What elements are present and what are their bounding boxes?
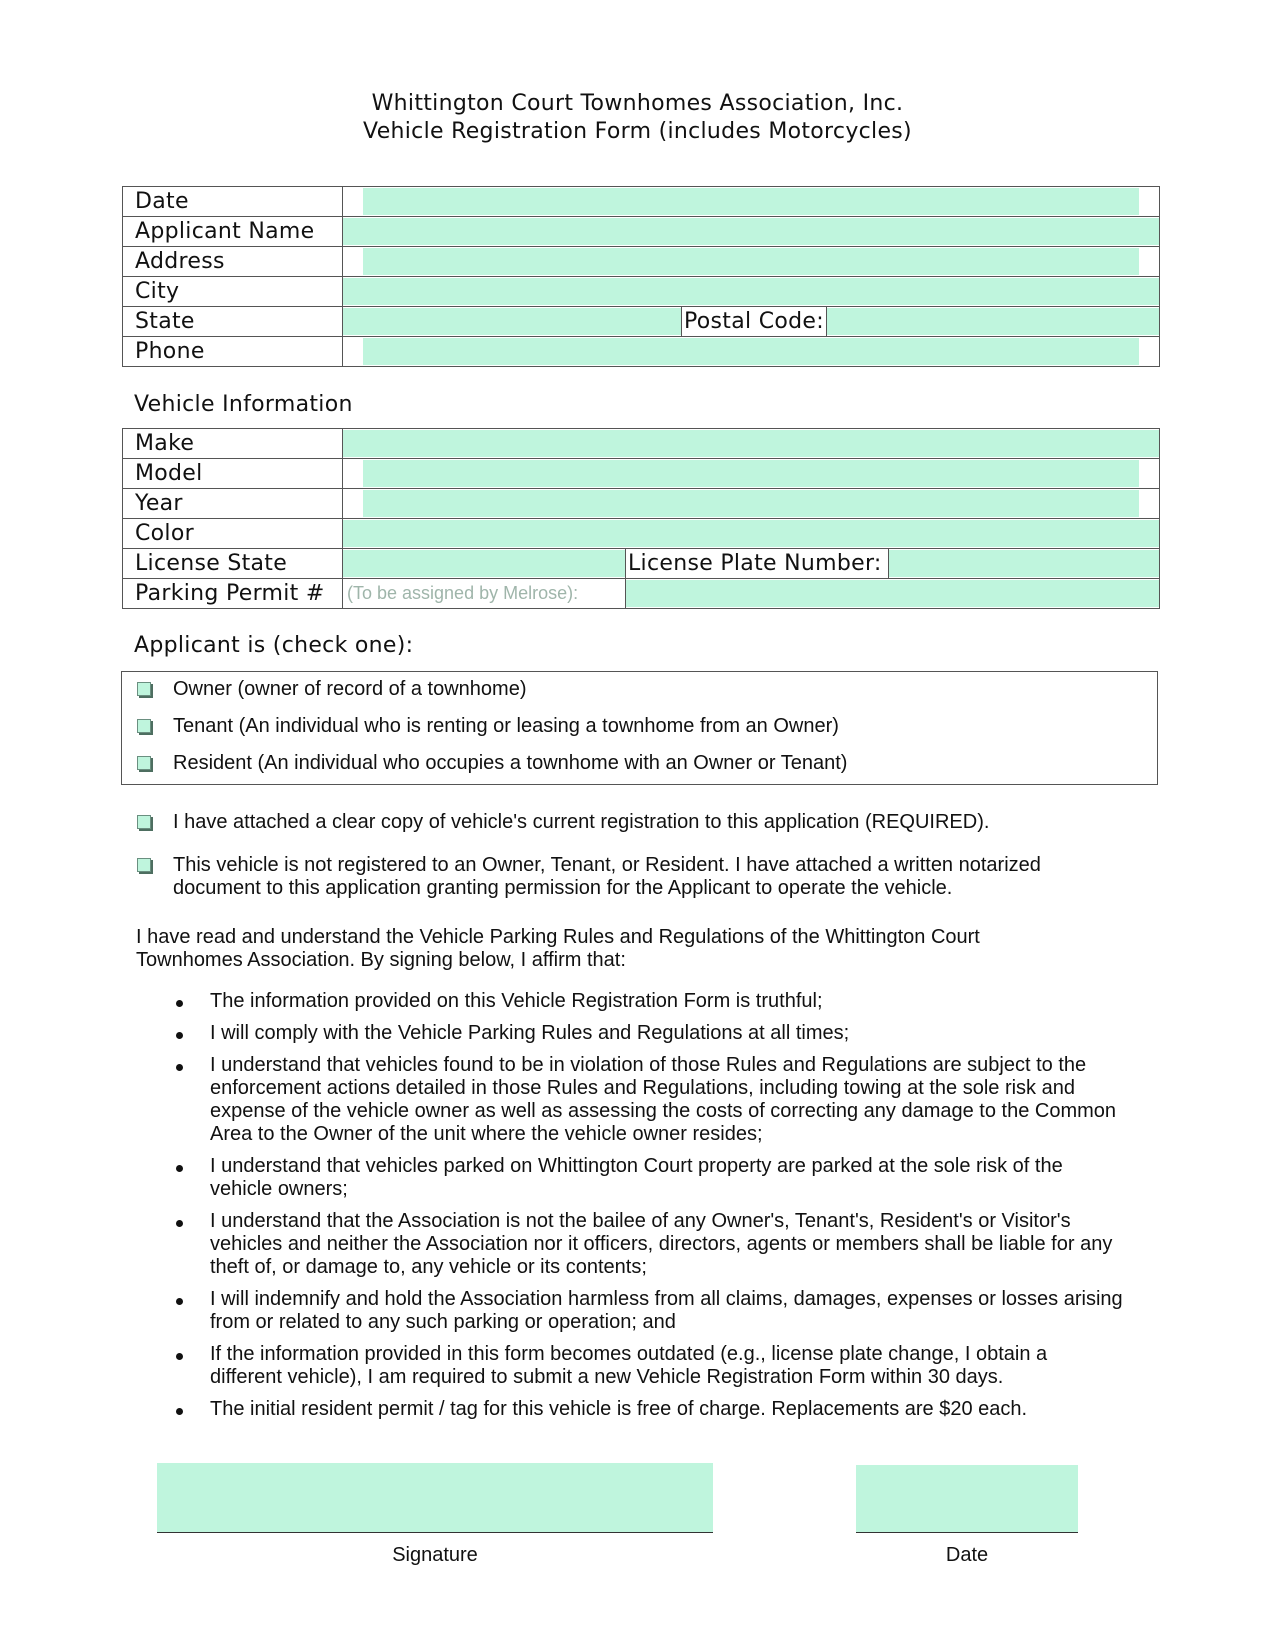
- option-resident-label: Resident (An individual who occupies a townhome with an Owner or Tenant): [173, 752, 848, 774]
- affirmation-text: I understand that vehicles parked on Whittington Court property are parked at the sole risk of the vehicle owners;: [210, 1155, 1063, 1200]
- bullet-dot: [176, 1000, 183, 1007]
- form-org-title: Whittington Court Townhomes Association, Inc.: [371, 91, 904, 116]
- applicant-name-label: Applicant Name: [123, 217, 343, 247]
- state-field[interactable]: [343, 308, 681, 335]
- color-label: Color: [123, 519, 343, 549]
- bullet-dot: [176, 1220, 183, 1227]
- option-tenant-label: Tenant (An individual who is renting or leasing a townhome from an Owner): [173, 715, 839, 737]
- owner-checkbox[interactable]: [137, 682, 151, 696]
- bullet-dot: [176, 1298, 183, 1305]
- notarized-checkbox[interactable]: [137, 858, 151, 872]
- row-date: [123, 187, 1160, 217]
- bullet-dot: [176, 1064, 183, 1071]
- make-field[interactable]: [343, 430, 1159, 457]
- affirmation-text: I understand that the Association is not the bailee of any Owner's, Tenant's, Resident's or Visitor's vehicles and neither the Association nor it officers, directors, agents or members shall be liable for any theft of, or damage to, any vehicle or its contents;: [210, 1210, 1113, 1278]
- row-make: [123, 429, 1160, 459]
- row-applicant-name: [123, 217, 1160, 247]
- model-field[interactable]: [363, 460, 1139, 487]
- affirmation-text: I will indemnify and hold the Association harmless from all claims, damages, expenses or losses arising from or related to any such parking or operation; and: [210, 1288, 1123, 1333]
- phone-label: Phone: [123, 337, 343, 367]
- attachment-notarized-label: This vehicle is not registered to an Owner, Tenant, or Resident. I have attached a written notarized document to this application granting permission for the Applicant to operate the vehicle.: [173, 854, 1041, 899]
- row-address: [123, 247, 1160, 277]
- postal-code-label: Postal Code:: [684, 309, 824, 334]
- signature-date-field[interactable]: [856, 1465, 1078, 1533]
- row-phone: [123, 337, 1160, 367]
- model-label: Model: [123, 459, 343, 489]
- signature-field[interactable]: [157, 1463, 713, 1533]
- affirmation-text: The information provided on this Vehicle Registration Form is truthful;: [210, 990, 823, 1012]
- parking-permit-field[interactable]: [626, 580, 1159, 607]
- license-state-label: License State: [123, 549, 343, 579]
- state-label: State: [123, 307, 343, 337]
- city-field[interactable]: [343, 278, 1159, 305]
- signature-label: Signature: [392, 1544, 478, 1566]
- date-label: Date: [123, 187, 343, 217]
- option-tenant[interactable]: [137, 714, 151, 738]
- option-resident[interactable]: [137, 751, 151, 775]
- affirmation-item: [134, 990, 1124, 1013]
- year-label: Year: [123, 489, 343, 519]
- attachment-registration[interactable]: [137, 810, 151, 834]
- parking-permit-hint: (To be assigned by Melrose):: [347, 583, 579, 603]
- row-permit: [123, 579, 1160, 609]
- affirmation-intro: I have read and understand the Vehicle Parking Rules and Regulations of the Whittington Court Townhomes Association. By signing below, I affirm that:: [136, 926, 980, 971]
- date-field[interactable]: [363, 188, 1139, 215]
- affirmation-item: [134, 1054, 1124, 1146]
- form-title: Vehicle Registration Form (includes Motorcycles): [363, 119, 912, 144]
- affirmation-item: [134, 1210, 1124, 1279]
- phone-field[interactable]: [363, 338, 1139, 365]
- registration-checkbox[interactable]: [137, 815, 151, 829]
- license-plate-field[interactable]: [889, 550, 1159, 577]
- bullet-dot: [176, 1408, 183, 1415]
- attachment-notarized[interactable]: [137, 853, 151, 877]
- postal-code-field[interactable]: [827, 308, 1159, 335]
- vehicle-table: [122, 428, 1160, 609]
- signature-date-label: Date: [945, 1544, 989, 1566]
- option-owner-label: Owner (owner of record of a townhome): [173, 678, 527, 700]
- row-license: [123, 549, 1160, 579]
- row-color: [123, 519, 1160, 549]
- row-city: [123, 277, 1160, 307]
- affirmation-item: [134, 1343, 1124, 1389]
- affirmation-item: [134, 1155, 1124, 1201]
- row-model: [123, 459, 1160, 489]
- license-plate-label: License Plate Number:: [628, 551, 882, 576]
- vehicle-section-title: Vehicle Information: [134, 392, 353, 417]
- license-state-field[interactable]: [343, 550, 625, 577]
- resident-checkbox[interactable]: [137, 756, 151, 770]
- bullet-dot: [176, 1165, 183, 1172]
- color-field[interactable]: [343, 520, 1159, 547]
- affirmation-text: I understand that vehicles found to be in violation of those Rules and Regulations are subject to the enforcement actions detailed in those Rules and Regulations, including towing at the sole risk and expense of the vehicle owner as well as assessing the costs of correcting any damage to the Common Area to the Owner of the unit where the vehicle owner resides;: [210, 1054, 1117, 1145]
- bullet-dot: [176, 1353, 183, 1360]
- affirmation-item: [134, 1288, 1124, 1334]
- affirmation-item: [134, 1022, 1124, 1045]
- city-label: City: [123, 277, 343, 307]
- address-field[interactable]: [363, 248, 1139, 275]
- make-label: Make: [123, 429, 343, 459]
- parking-permit-label: Parking Permit #: [123, 579, 343, 609]
- address-label: Address: [123, 247, 343, 277]
- option-owner[interactable]: [137, 677, 151, 701]
- affirmation-item: [134, 1398, 1124, 1421]
- affirmation-list: [134, 990, 1124, 1430]
- affirmation-text: If the information provided in this form becomes outdated (e.g., license plate change, I obtain a different vehicle), I am required to submit a new Vehicle Registration Form within 30 days.: [210, 1343, 1048, 1388]
- affirmation-text: I will comply with the Vehicle Parking Rules and Regulations at all times;: [210, 1022, 850, 1044]
- tenant-checkbox[interactable]: [137, 719, 151, 733]
- row-state: [123, 307, 1160, 337]
- attachment-registration-label: I have attached a clear copy of vehicle's current registration to this application (REQUIRED).: [173, 811, 990, 833]
- applicant-type-title: Applicant is (check one):: [134, 633, 414, 658]
- row-year: [123, 489, 1160, 519]
- bullet-dot: [176, 1032, 183, 1039]
- applicant-name-field[interactable]: [343, 218, 1159, 245]
- applicant-table: [122, 186, 1160, 367]
- year-field[interactable]: [363, 490, 1139, 517]
- affirmation-text: The initial resident permit / tag for this vehicle is free of charge. Replacements are $20 each.: [210, 1398, 1028, 1420]
